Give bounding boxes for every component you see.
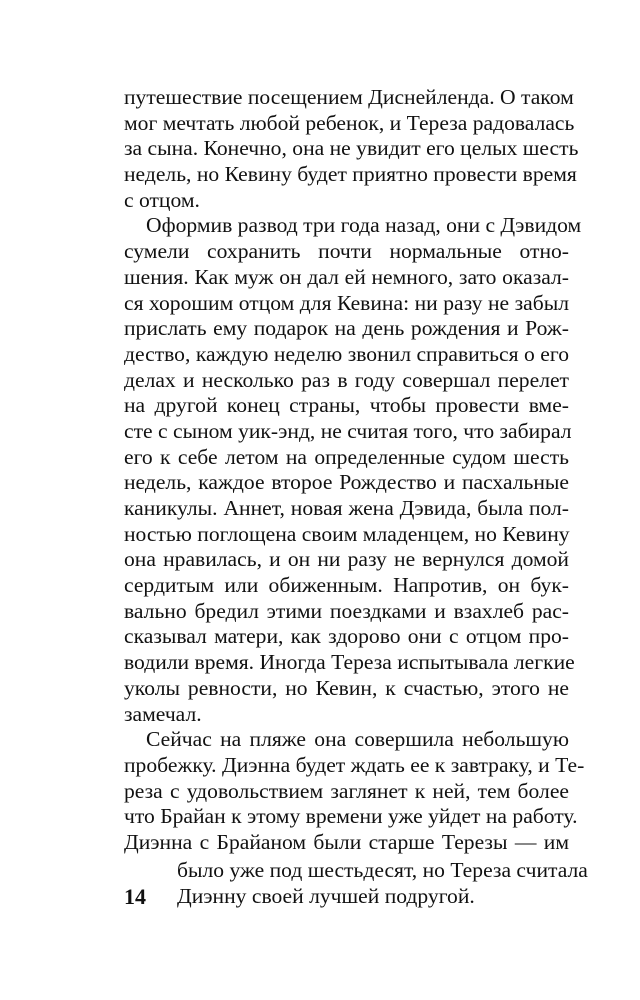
text-line: мог мечтать любой ребенок, и Тереза радовалась [124,110,575,135]
text-line: было уже под шестьдесят, но Тереза считала [177,858,588,882]
text-line: на другой конец страны, чтобы провести вме- [124,393,569,418]
text-line: сердитым или обиженным. Напротив, он бук- [124,573,569,598]
text-line: водили время. Иногда Тереза испытывала легкие [124,650,575,675]
text-line: пробежку. Диэнна будет ждать ее к завтраку, и Те- [124,752,585,777]
text-line: путешествие посещением Диснейленда. О таком [124,85,574,109]
text-line: прислать ему подарок на день рождения и Рож- [124,316,569,341]
text-line: недель, каждое второе Рождество и пасхальные [124,470,569,495]
text-line: за сына. Конечно, она не увидит его целых шесть [124,136,579,161]
text-line: что Брайан к этому времени уже уйдет на работу. [124,804,578,829]
text-line: сумели сохранить почти нормальные отно- [124,239,569,264]
body-text [124,85,585,856]
text-line: Оформив развод три года назад, они с Дэвидом [146,213,582,238]
text-line: недель, но Кевину будет приятно провести время [124,162,577,187]
text-line: Диэнна с Брайаном были старше Терезы — им [124,829,569,854]
text-line: она нравилась, и он ни разу не вернулся домой [124,547,569,572]
text-line: вально бредил этими поездками и взахлеб рас- [124,598,569,623]
text-line: Диэнну своей лучшей подругой. [177,883,475,908]
text-line: каникулы. Аннет, новая жена Дэвида, была пол- [124,496,569,520]
text-line: ся хорошим отцом для Кевина: ни разу не забыл [124,290,569,315]
text-line: сказывал матери, как здорово они с отцом про- [124,624,569,649]
text-line: уколы ревности, но Кевин, к счастью, этого не [124,675,569,700]
text-line: замечал. [124,701,202,726]
text-line: сте с сыном уик-энд, не считая того, что забирал [124,418,572,443]
text-line: Сейчас на пляже она совершила небольшую [146,727,569,752]
text-line: дество, каждую неделю звонил справиться о его [124,341,569,366]
text-line: шения. Как муж он дал ей немного, зато оказал- [124,264,569,289]
text-line: ностью поглощена своим младенцем, но Кевину [124,521,570,546]
page-number: 14 [124,884,146,909]
text-line: с отцом. [124,187,200,212]
footer-text [177,858,588,909]
text-line: его к себе летом на определенные судом шесть [124,444,569,469]
text-line: реза с удовольствием заглянет к ней, тем более [124,778,569,803]
text-line: делах и несколько раз в году совершал перелет [124,367,569,392]
